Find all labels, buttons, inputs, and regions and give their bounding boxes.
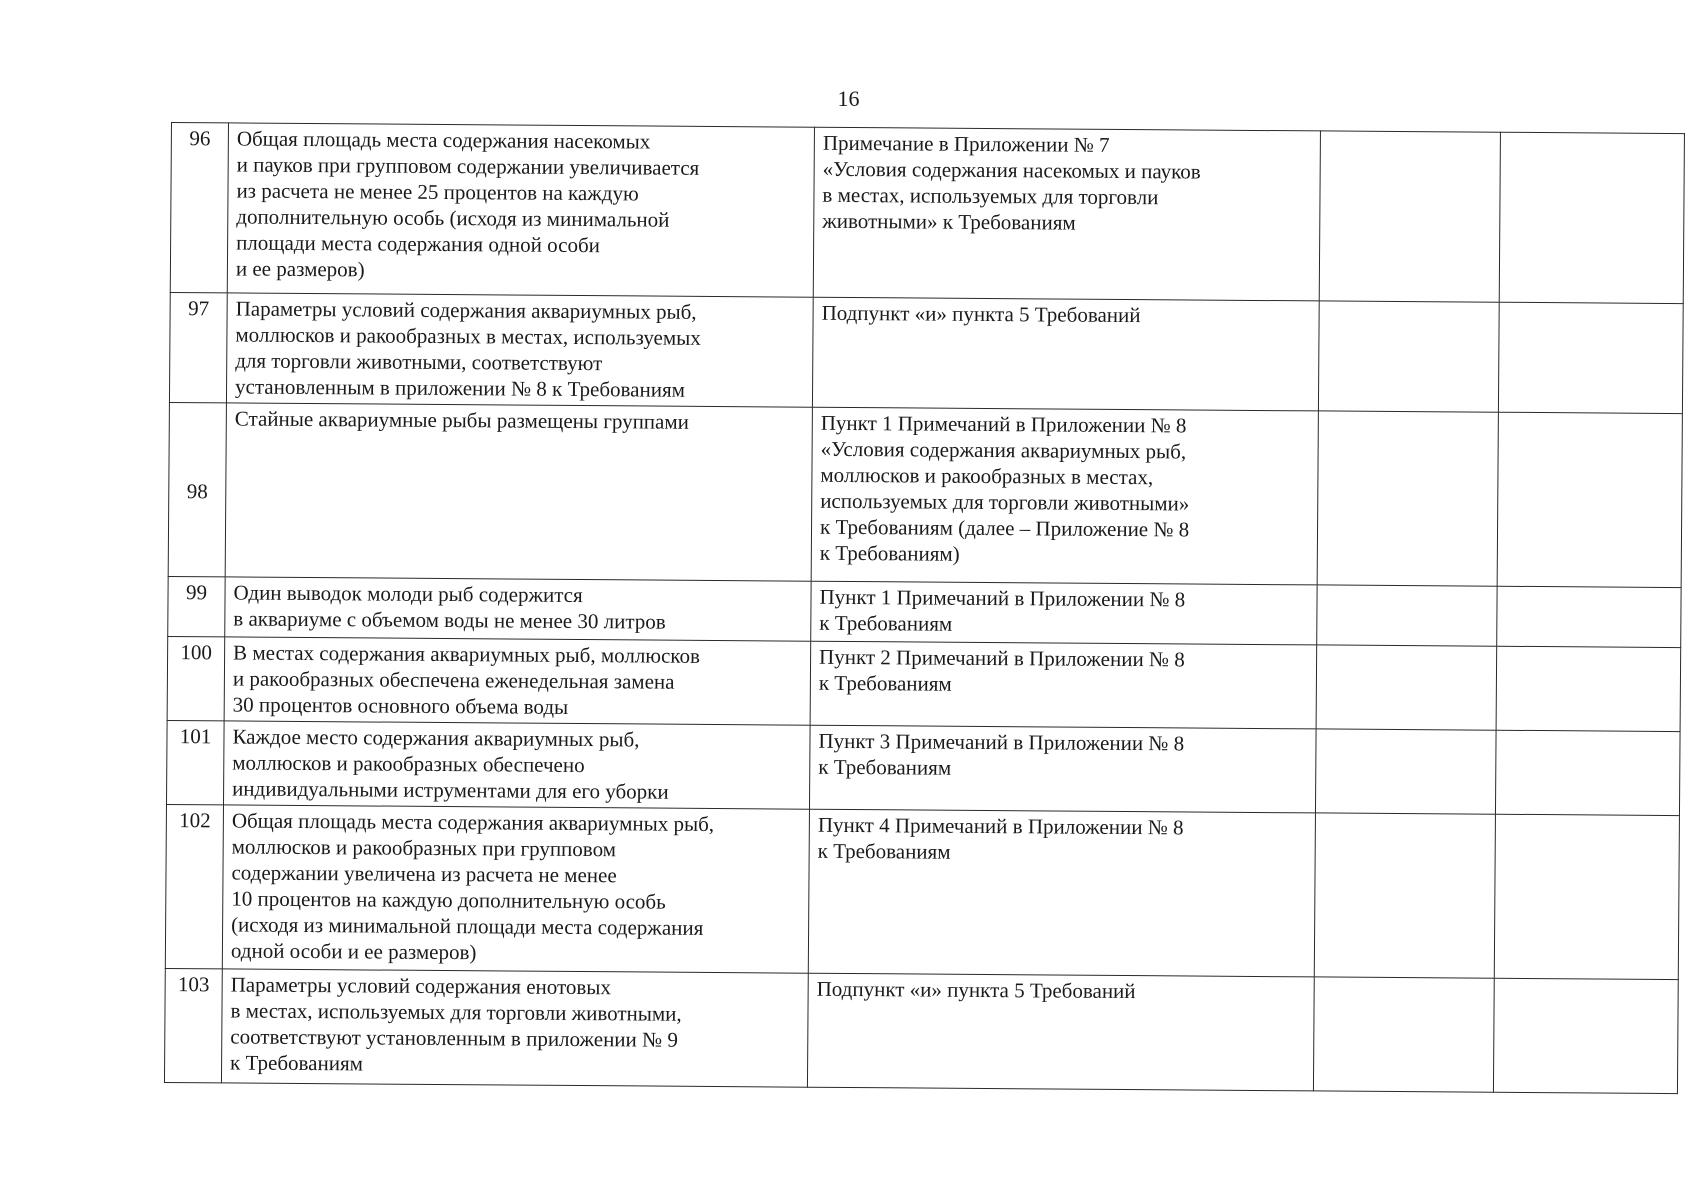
empty-cell: [1317, 585, 1497, 646]
row-number: 101: [166, 720, 224, 804]
row-number: 100: [167, 636, 225, 720]
checklist-table: [164, 122, 1685, 1094]
row-number: 98: [168, 402, 226, 576]
row-number: 103: [164, 968, 222, 1082]
table-row: [168, 402, 1682, 587]
row-number: 99: [168, 576, 225, 636]
page-number: 16: [837, 86, 860, 111]
empty-cell: [1496, 646, 1681, 731]
table-row: [166, 720, 1680, 815]
reference-text: Подпункт «и» пункта 5 Требований: [807, 973, 1314, 1091]
empty-cell: [1315, 729, 1496, 814]
reference-text: Пункт 1 Примечаний в Приложении № 8 к Требованиям: [811, 581, 1317, 645]
row-number: 102: [165, 804, 223, 968]
reference-text: Примечание в Приложении № 7 «Условия содержания насекомых и пауков в местах, используемых для торговли животными» к Требованиям: [813, 127, 1320, 301]
row-number: 97: [169, 292, 227, 402]
table-row: [170, 123, 1684, 304]
empty-cell: [1313, 977, 1494, 1092]
reference-text: Подпункт «и» пункта 5 Требований: [812, 297, 1319, 411]
table-row: [165, 804, 1679, 979]
requirement-text: Общая площадь места содержания аквариумных рыб, моллюсков и ракообразных при групповом содержании увеличена из расчета не менее 10 процентов на каждую дополнительную особь (исходя из минимальной площади места содержания одной особи и ее размеров): [222, 805, 809, 973]
requirement-text: Стайные аквариумные рыбы размещены группами: [225, 403, 812, 581]
reference-text: Пункт 1 Примечаний в Приложении № 8 «Условия содержания аквариумных рыб, моллюсков и ракообразных в местах, используемых для торговли животными» к Требованиям (далее – Приложение № 8 к Требованиям): [811, 407, 1318, 585]
checklist-sheet: [164, 122, 1685, 1094]
empty-cell: [1314, 813, 1495, 978]
reference-text: Пункт 2 Примечаний в Приложении № 8 к Требованиям: [810, 641, 1317, 729]
empty-cell: [1317, 411, 1498, 586]
empty-cell: [1493, 978, 1678, 1093]
requirement-text: Параметры условий содержания аквариумных рыб, моллюсков и ракообразных в местах, используемых для торговли животными, соответствуют установленным в приложении № 8 к Требованиям: [226, 293, 813, 407]
requirement-text: Параметры условий содержания енотовых в местах, используемых для торговли животными, соответствуют установленным в приложении № 9 к Требованиям: [221, 969, 808, 1087]
empty-cell: [1497, 586, 1681, 647]
reference-text: Пункт 3 Примечаний в Приложении № 8 к Требованиям: [809, 725, 1316, 813]
empty-cell: [1499, 132, 1684, 303]
table-row: [167, 636, 1681, 731]
row-number: 96: [170, 123, 228, 293]
empty-cell: [1494, 814, 1679, 979]
requirement-text: Каждое место содержания аквариумных рыб, моллюсков и ракообразных обеспечено индивидуальными иструментами для его уборки: [223, 721, 810, 809]
empty-cell: [1495, 730, 1680, 815]
requirement-text: Один выводок молоди рыб содержится в аквариуме с объемом воды не менее 30 литров: [225, 577, 811, 641]
empty-cell: [1316, 645, 1497, 730]
empty-cell: [1497, 412, 1682, 587]
requirement-text: В местах содержания аквариумных рыб, моллюсков и ракообразных обеспечена еженедельная замена 30 процентов основного объема воды: [224, 637, 811, 725]
table-row: [168, 576, 1681, 647]
requirement-text: Общая площадь места содержания насекомых и пауков при групповом содержании увеличивается из расчета не менее 25 процентов на каждую дополнительную особь (исходя из минимальной площади места содержания одной особи и ее размеров): [227, 123, 814, 297]
table-row: [164, 968, 1678, 1093]
empty-cell: [1318, 301, 1499, 412]
empty-cell: [1319, 131, 1500, 302]
table-row: [169, 292, 1683, 413]
empty-cell: [1498, 302, 1683, 413]
reference-text: Пункт 4 Примечаний в Приложении № 8 к Требованиям: [808, 809, 1315, 977]
